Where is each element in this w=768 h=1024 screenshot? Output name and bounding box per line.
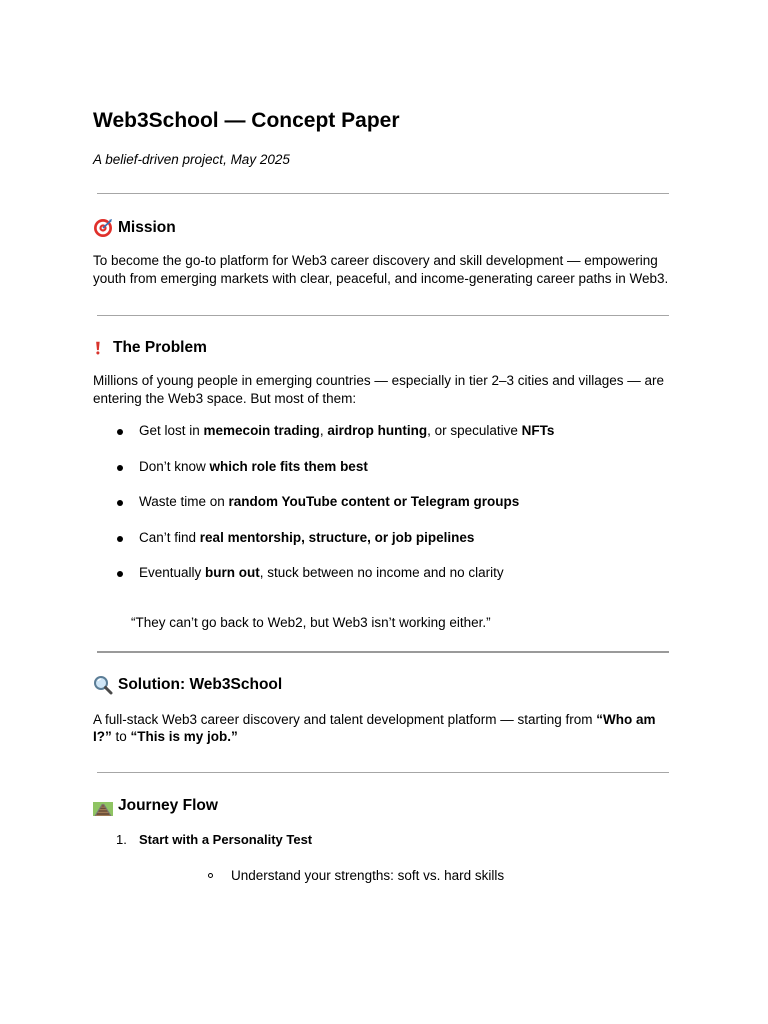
list-item: Understand your strengths: soft vs. hard skills: [139, 867, 673, 885]
mission-heading-text: Mission: [118, 219, 176, 236]
list-item: Eventually burn out, stuck between no income and no clarity: [93, 564, 673, 600]
journey-heading-text: Journey Flow: [118, 796, 218, 814]
list-item: Get lost in memecoin trading, airdrop hunting, or speculative NFTs: [93, 422, 673, 458]
magnifier-icon: [93, 675, 113, 695]
list-item: Waste time on random YouTube content or Telegram groups: [93, 493, 673, 529]
journey-heading: [93, 796, 673, 816]
problem-heading-text: The Problem: [113, 338, 207, 356]
journey-steps: [93, 831, 673, 885]
step-title: Start with a Personality Test: [139, 831, 313, 847]
railway-icon: [93, 796, 113, 816]
list-item: Can’t find real mentorship, structure, or job pipelines: [93, 529, 673, 565]
bullet-icon: [117, 500, 123, 506]
bullet-icon: [208, 873, 213, 878]
bullet-icon: [117, 571, 123, 577]
problem-quote: “They can’t go back to Web2, but Web3 isn’t working either.”: [131, 614, 491, 630]
step-number: 1.: [116, 831, 127, 847]
solution-heading: [93, 675, 673, 695]
document: [93, 108, 673, 885]
divider: [97, 193, 669, 194]
document-subtitle: A belief-driven project, May 2025: [93, 152, 290, 167]
list-item: [93, 831, 673, 885]
bullet-icon: [117, 429, 123, 435]
solution-heading-text: Solution: Web3School: [118, 675, 283, 693]
solution-text: A full-stack Web3 career discovery and talent development platform — starting from “Who am I?” to “This is my job.”: [93, 711, 656, 745]
divider: [97, 651, 669, 653]
target-icon: [93, 218, 113, 238]
document-title: Web3School — Concept Paper: [93, 109, 400, 132]
step-sublist: [139, 867, 673, 885]
divider: [97, 772, 669, 773]
exclamation-icon: [93, 338, 107, 358]
problem-heading: [93, 338, 673, 358]
problem-intro: Millions of young people in emerging countries — especially in tier 2–3 cities and villages — are entering the Web3 space. But most of them:: [93, 372, 665, 406]
mission-text: To become the go-to platform for Web3 career discovery and skill development — empowering youth from emerging markets with clear, peaceful, and income-generating career paths in Web3.: [93, 253, 669, 287]
bullet-icon: [117, 465, 123, 471]
divider: [97, 315, 669, 316]
list-item: Don’t know which role fits them best: [93, 458, 673, 494]
mission-heading: [93, 218, 673, 238]
problem-list: [93, 422, 673, 600]
bullet-icon: [117, 536, 123, 542]
